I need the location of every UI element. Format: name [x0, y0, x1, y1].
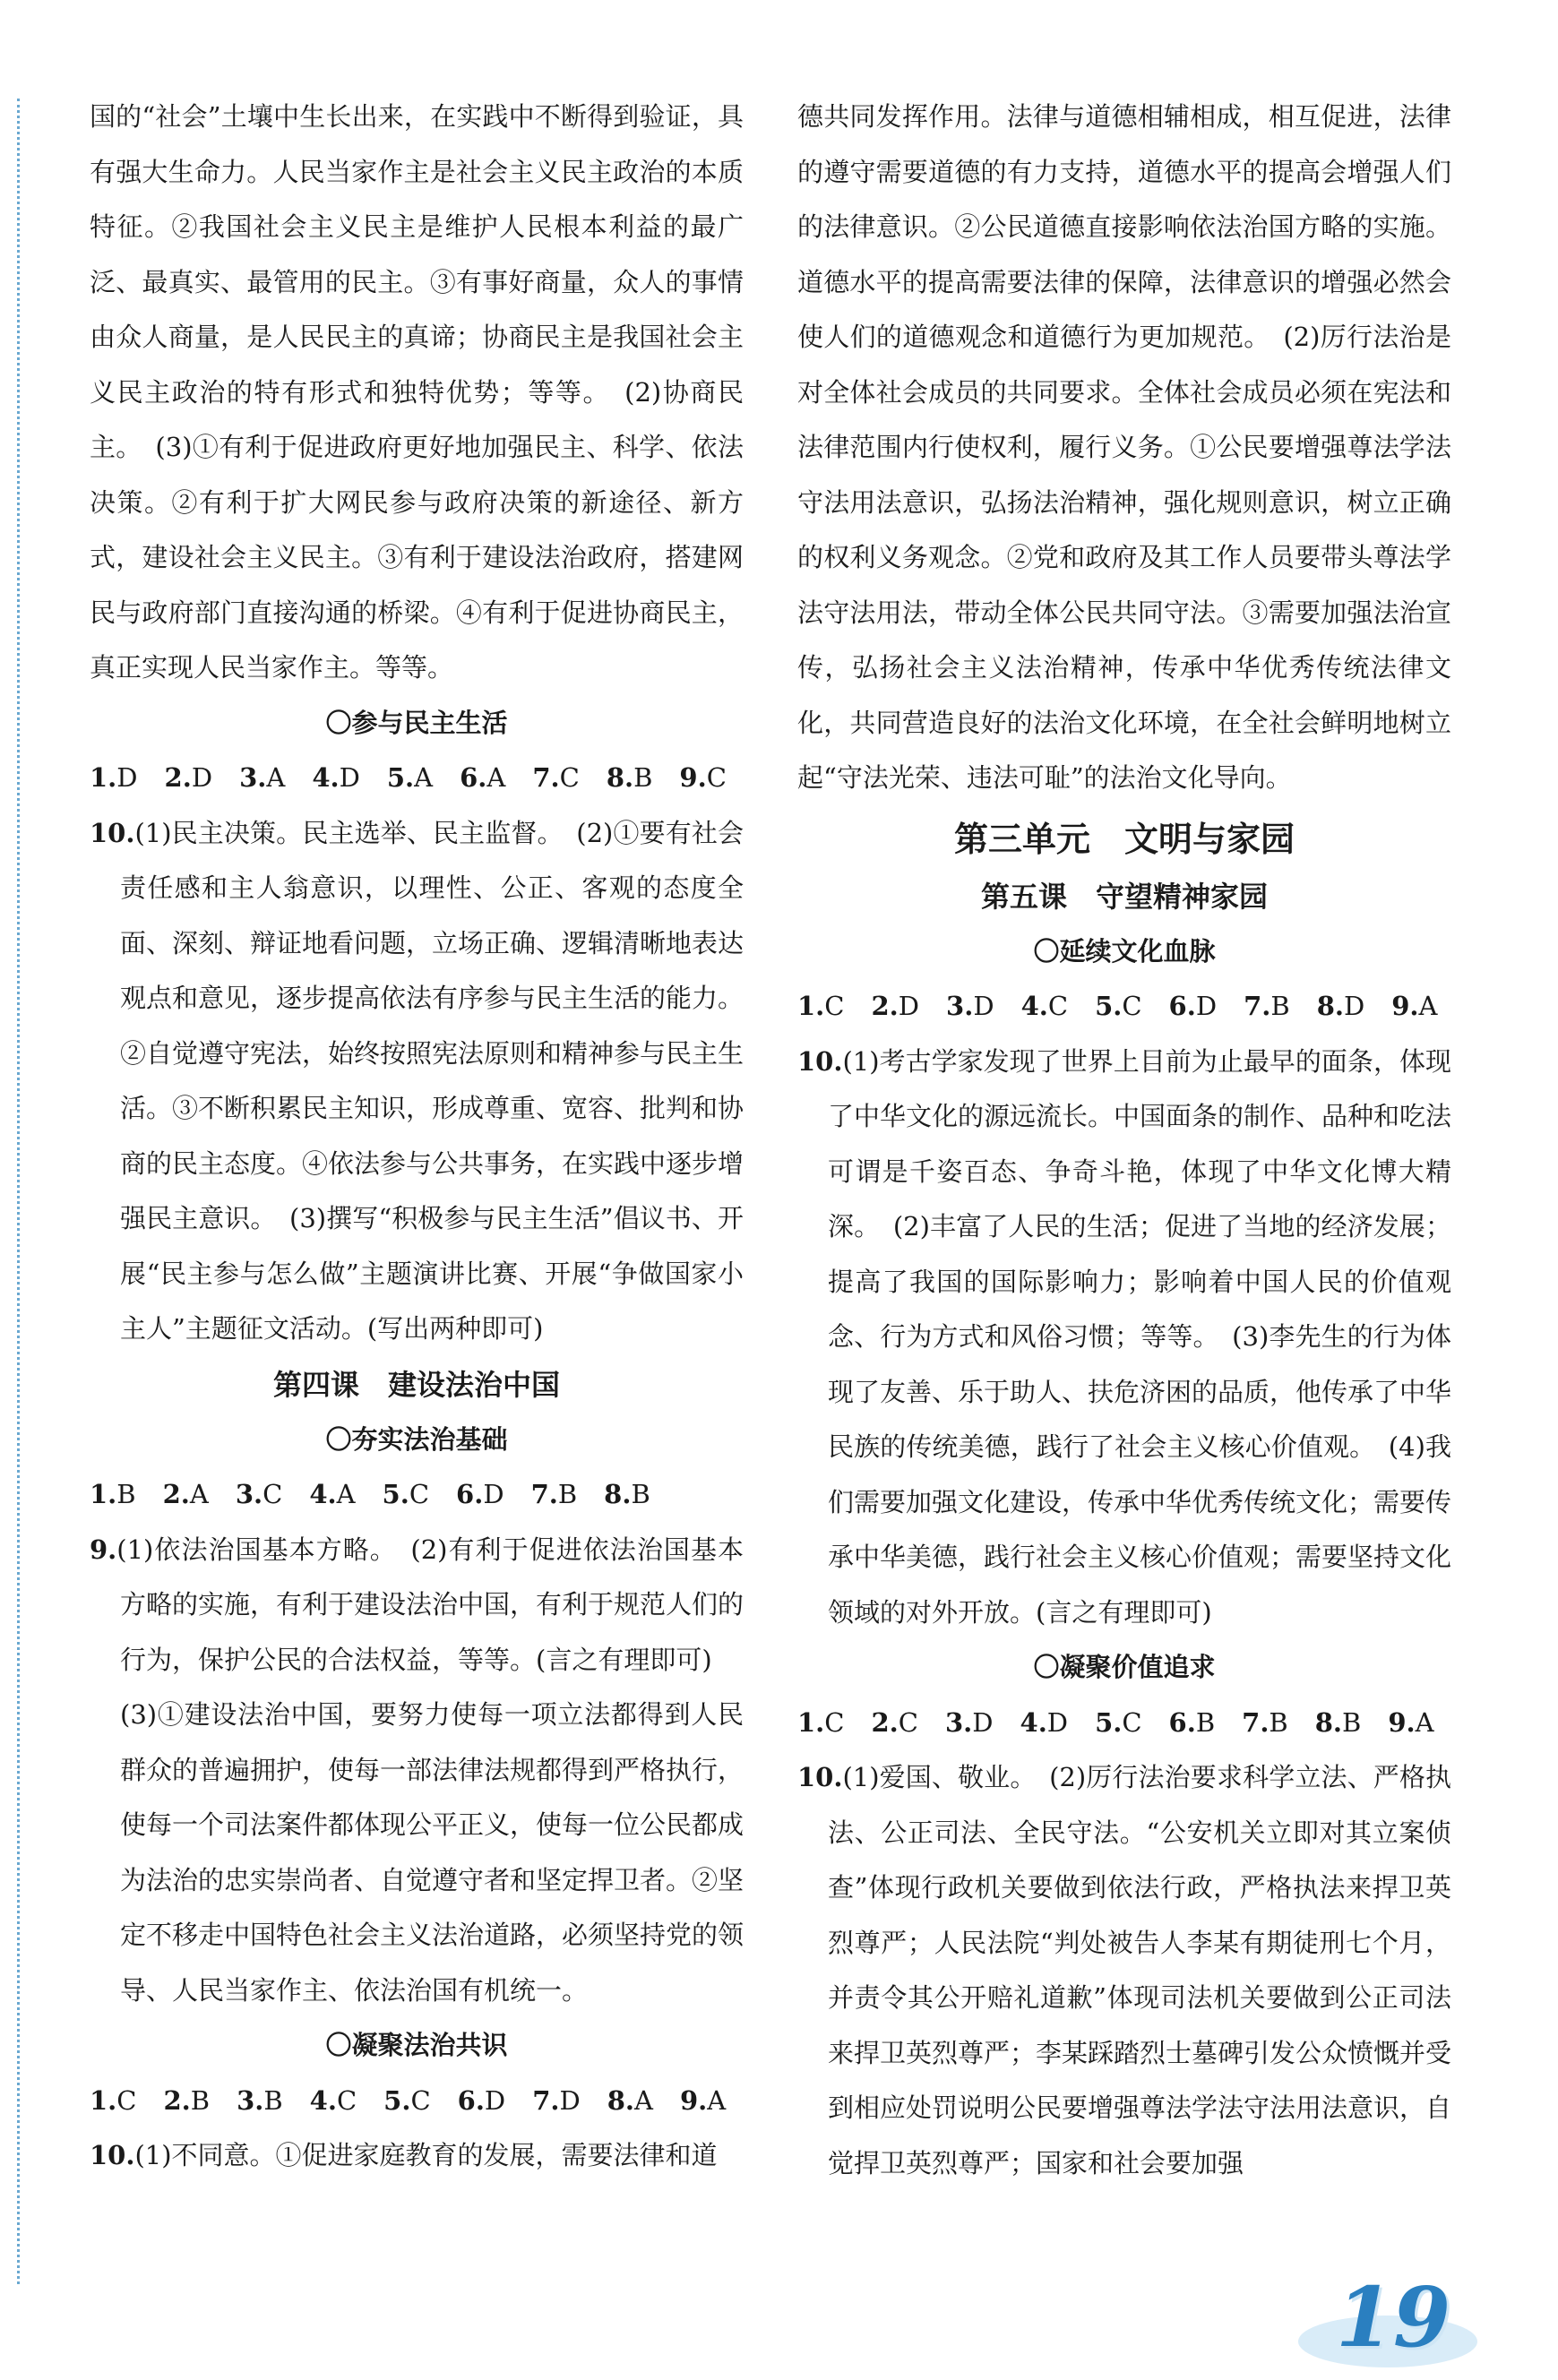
answer-item — [680, 2085, 726, 2116]
section-title: 〇凝聚价值追求 — [1033, 1652, 1216, 1682]
answer-item — [239, 762, 285, 793]
answer-choice: A — [634, 2084, 653, 2116]
answer-choice: C — [336, 2084, 357, 2116]
answer-item — [871, 1707, 917, 1738]
answer-choice: B — [263, 2084, 283, 2116]
answer-choice: C — [824, 1706, 845, 1738]
answer-number: 5. — [1095, 991, 1123, 1021]
answer-text: (3)①建设法治中国，要努力使每一项立法都得到人民群众的普遍拥护，使每一部法律法规都得到严格执行，使每一个司法案件都体现公平正义，使每一位公民都成为法治的忠实崇尚者、自觉遵守者和坚定捍卫者。②坚定不移走中国特色社会主义法治道路，必须坚持党的领导、人民当家作主、依法治国有机统一。 — [120, 1699, 745, 2006]
answer-choice: B — [557, 1479, 578, 1509]
answer-choice: D — [1195, 991, 1218, 1021]
answer-number: 6. — [460, 762, 487, 793]
answer-choice: A — [1415, 1706, 1434, 1738]
answer-item — [607, 2085, 653, 2116]
answer-choice: D — [1343, 991, 1365, 1021]
answer-number: 8. — [604, 1479, 632, 1509]
answer-choice: C — [898, 1706, 918, 1738]
answer-item — [531, 1479, 578, 1509]
answer-choice: A — [1418, 991, 1438, 1021]
answer-number: 2. — [163, 2084, 191, 2116]
answer-number: 8. — [1314, 1706, 1343, 1738]
answer-item — [237, 2085, 283, 2116]
answer-choice: C — [559, 762, 580, 793]
page-number: 19 — [1335, 2269, 1450, 2366]
answer-choice: D — [1046, 1706, 1069, 1738]
answer-number: 2. — [162, 1479, 190, 1509]
answer-number: 1. — [90, 1479, 117, 1509]
answer-number: 7. — [1242, 1706, 1270, 1738]
answer-item — [456, 1479, 504, 1509]
answer-number: 4. — [1020, 991, 1048, 1021]
answer-item — [946, 991, 994, 1021]
answer-item — [236, 1479, 282, 1509]
answer-number: 3. — [235, 1479, 263, 1509]
answer-number: 9. — [679, 762, 707, 793]
answer-item — [90, 1479, 136, 1509]
answer-item — [90, 2085, 136, 2116]
answer-choice: D — [116, 762, 138, 793]
answer-number: 2. — [164, 762, 192, 793]
answer-item — [1242, 1707, 1288, 1738]
answer-item — [90, 762, 138, 793]
question-9 — [90, 1523, 744, 1688]
answer-item — [163, 1479, 209, 1509]
answer-choice: D — [972, 1706, 994, 1738]
answer-choice: B — [1270, 991, 1290, 1021]
answer-choice: C — [1122, 991, 1142, 1021]
answer-number: 5. — [1095, 1706, 1123, 1738]
section-title: 〇参与民主生活 — [325, 707, 508, 738]
answer-item — [1244, 991, 1290, 1021]
answer-item — [1021, 991, 1068, 1021]
section-title: 〇夯实法治基础 — [325, 1423, 508, 1455]
answer-item — [797, 1707, 844, 1738]
margin-dotted-line — [17, 99, 20, 2284]
answer-number: 6. — [457, 2084, 485, 2116]
answer-number: 1. — [797, 991, 825, 1021]
answer-number: 7. — [1244, 991, 1271, 1021]
answer-item — [532, 2085, 581, 2116]
answer-number: 6. — [456, 1479, 484, 1509]
answer-item — [1095, 1707, 1141, 1738]
answer-choice: D — [483, 1479, 504, 1509]
answer-number: 5. — [386, 762, 415, 793]
answer-number: 8. — [607, 2084, 635, 2116]
answer-number: 7. — [532, 762, 560, 793]
answer-item — [163, 2085, 210, 2116]
answer-text: (1)爱国、敬业。 (2)厉行法治要求科学立法、严格执法、公正司法、全民守法。“公安机关立即对其立案侦查”体现行政机关要做到依法行政，严格执法来捍卫英烈尊严；人民法院“判处被告人李某有期徒刑七个月，并责令其公开赔礼道歉”体现司法机关要做到公正司法来捍卫英烈尊严；李某踩踏烈士墓碑引发公众愤慨并受到相应处罚说明公民要增强尊法学法守法用法意识，自觉捍卫英烈尊严；国家和社会要加强 — [828, 1762, 1452, 2178]
answer-number: 6. — [1168, 991, 1196, 1021]
answer-item — [1169, 991, 1218, 1021]
answer-item — [604, 1479, 650, 1509]
answer-choice: D — [484, 2084, 506, 2116]
answer-choice: B — [1269, 1706, 1288, 1738]
answer-item — [458, 2085, 506, 2116]
answer-choice: A — [266, 762, 286, 793]
question-10 — [90, 2128, 744, 2184]
answer-item — [460, 762, 505, 793]
answer-choice: C — [263, 1479, 283, 1509]
unit-title: 第三单元 文明与家园 — [953, 819, 1295, 859]
answer-item — [165, 762, 213, 793]
answer-choice: B — [1195, 1706, 1216, 1738]
answer-text: (1)民主决策。民主选举、民主监督。 (2)①要有社会责任感和主人翁意识，以理性、公正、客观的态度全面、深刻、辩证地看问题，立场正确、逻辑清晰地表达观点和意见，逐步提高依法有序参与民主生活的能力。②自觉遵守宪法，始终按照宪法原则和精神参与民主生活。③不断积累民主知识，形成尊重、宽容、批判和协商的民主态度。④依法参与公共事务，在实践中逐步增强民主意识。 (3)撰写“积极参与民主生活”倡议书、开展“民主参与怎么做”主题演讲比赛、开展“争做国家小主人”主题征文活动。(写出两种即可) — [120, 817, 745, 1344]
answer-row — [90, 2074, 744, 2129]
answer-number: 4. — [309, 2084, 337, 2116]
question-10 — [797, 1035, 1451, 1641]
answer-choice: C — [706, 762, 727, 793]
answer-row — [797, 1696, 1451, 1751]
answer-number: 9. — [1391, 991, 1419, 1021]
answer-item — [1095, 991, 1141, 1021]
answer-choice: B — [1342, 1706, 1362, 1738]
answer-number: 8. — [606, 762, 634, 793]
answer-number: 6. — [1168, 1706, 1196, 1738]
answer-choice: C — [1122, 1706, 1142, 1738]
answer-choice: C — [824, 991, 845, 1021]
answer-number: 1. — [797, 1706, 825, 1738]
answer-number: 3. — [237, 2084, 264, 2116]
answer-item — [1391, 991, 1437, 1021]
answer-choice: A — [414, 762, 434, 793]
question-number: 9. — [90, 1534, 117, 1565]
question-number: 10. — [797, 1045, 843, 1077]
answer-choice: B — [633, 762, 653, 793]
answer-number: 9. — [679, 2084, 708, 2116]
answer-item — [310, 2085, 357, 2116]
answer-choice: A — [486, 762, 506, 793]
answer-choice: C — [116, 2084, 137, 2116]
answer-number: 2. — [871, 1706, 899, 1738]
answer-choice: D — [973, 991, 994, 1021]
lesson-title: 第五课 守望精神家园 — [980, 879, 1268, 914]
left-column — [90, 90, 744, 2184]
answer-choice: A — [336, 1479, 356, 1509]
answer-number: 8. — [1316, 991, 1344, 1021]
answer-item — [312, 762, 360, 793]
answer-item — [871, 991, 919, 1021]
answer-item — [532, 762, 579, 793]
lesson-title: 第四课 建设法治中国 — [272, 1367, 560, 1402]
answer-item — [679, 762, 726, 793]
answer-number: 7. — [532, 2084, 560, 2116]
question-10 — [90, 806, 744, 1357]
question-number: 10. — [90, 2140, 135, 2170]
answer-text: (1)不同意。①促进家庭教育的发展，需要法律和道 — [134, 2140, 718, 2170]
answer-choice: B — [190, 2084, 211, 2116]
answer-text: (1)考古学家发现了世界上目前为止最早的面条，体现了中华文化的源远流长。中国面条的制作、品种和吃法可谓是千姿百态、争奇斗艳，体现了中华文化博大精深。 (2)丰富了人民的生活；促进了当地的经济发展；提高了我国的国际影响力；影响着中国人民的价值观念、行为方式和风俗习惯；等等。 (3)李先生的行为体现了友善、乐于助人、扶危济困的品质，他传承了中华民族的传统美德，践行了社会主义核心价值观。 (4)我们需要加强文化建设，传承中华优秀传统文化；需要传承中华美德，践行社会主义核心价值观；需要坚持文化领域的对外开放。(言之有理即可) — [828, 1045, 1452, 1628]
answer-choice: D — [339, 762, 360, 793]
answer-item — [1169, 1707, 1216, 1738]
answer-item — [309, 1479, 355, 1509]
answer-number: 5. — [383, 2084, 411, 2116]
answer-number: 3. — [944, 1706, 973, 1738]
answer-row — [90, 1467, 744, 1523]
section-title: 〇凝聚法治共识 — [325, 2030, 508, 2060]
answer-choice: C — [1047, 991, 1069, 1021]
answer-text: (1)依法治国基本方略。 (2)有利于促进依法治国基本方略的实施，有利于建设法治中国，有利于规范人们的行为，保护公民的合法权益，等等。(言之有理即可) — [116, 1534, 745, 1675]
answer-choice: D — [559, 2084, 581, 2116]
answer-row — [90, 751, 744, 806]
answer-row — [797, 979, 1451, 1035]
answer-number: 3. — [239, 762, 267, 793]
section-title: 〇延续文化血脉 — [1033, 935, 1216, 967]
answer-number: 4. — [309, 1479, 337, 1509]
answer-choice: B — [116, 1479, 136, 1509]
question-number: 10. — [90, 817, 135, 848]
question-10 — [797, 1750, 1451, 2191]
answer-number: 3. — [946, 991, 974, 1021]
answer-number: 1. — [90, 762, 117, 793]
answer-item — [1315, 1707, 1362, 1738]
answer-number: 1. — [90, 2084, 117, 2116]
answer-choice: C — [409, 1479, 430, 1509]
answer-number: 5. — [382, 1479, 409, 1509]
paragraph: 国的“社会”土壤中生长出来，在实践中不断得到验证，具有强大生命力。人民当家作主是社会主义民主政治的本质特征。②我国社会主义民主是维护人民根本利益的最广泛、最真实、最管用的民主。③有事好商量，众人的事情由众人商量，是人民民主的真谛；协商民主是我国社会主义民主政治的特有形式和独特优势；等等。 (2)协商民主。 (3)①有利于促进政府更好地加强民主、科学、依法决策。②有利于扩大网民参与政府决策的新途径、新方式，建设社会主义民主。③有利于建设法治政府，搭建网民与政府部门直接沟通的桥梁。④有利于促进协商民主，真正实现人民当家作主。等等。 — [90, 101, 744, 683]
answer-item — [1020, 1707, 1069, 1738]
answer-number: 2. — [871, 991, 899, 1021]
answer-choice: D — [898, 991, 920, 1021]
answer-item — [607, 762, 653, 793]
answer-item — [1317, 991, 1365, 1021]
answer-item — [1388, 1707, 1433, 1738]
right-column — [797, 90, 1451, 2191]
answer-number: 4. — [1020, 1706, 1047, 1738]
answer-number: 7. — [530, 1479, 558, 1509]
paragraph: 德共同发挥作用。法律与道德相辅相成，相互促进，法律的遵守需要道德的有力支持，道德水平的提高会增强人们的法律意识。②公民道德直接影响依法治国方略的实施。道德水平的提高需要法律的保障，法律意识的增强必然会使人们的道德观念和道德行为更加规范。 (2)厉行法治是对全体社会成员的共同要求。全体社会成员必须在宪法和法律范围内行使权利，履行义务。①公民要增强尊法学法守法用法意识，弘扬法治精神，强化规则意识，树立正确的权利义务观念。②党和政府及其工作人员要带头尊法学法守法用法，带动全体公民共同守法。③需要加强法治宣传，弘扬社会主义法治精神，传承中华优秀传统法律文化，共同营造良好的法治文化环境，在全社会鲜明地树立起“守法光荣、违法可耻”的法治文化导向。 — [797, 101, 1451, 793]
answer-item — [383, 1479, 429, 1509]
question-number: 10. — [797, 1762, 843, 1792]
answer-item — [945, 1707, 994, 1738]
answer-number: 4. — [312, 762, 340, 793]
answer-choice: D — [191, 762, 213, 793]
answer-item — [383, 2085, 430, 2116]
answer-choice: B — [631, 1479, 650, 1509]
answer-number: 9. — [1388, 1706, 1416, 1738]
answer-choice: C — [410, 2084, 431, 2116]
answer-item — [387, 762, 433, 793]
answer-choice: A — [707, 2084, 727, 2116]
answer-choice: A — [189, 1479, 209, 1509]
answer-item — [797, 991, 844, 1021]
